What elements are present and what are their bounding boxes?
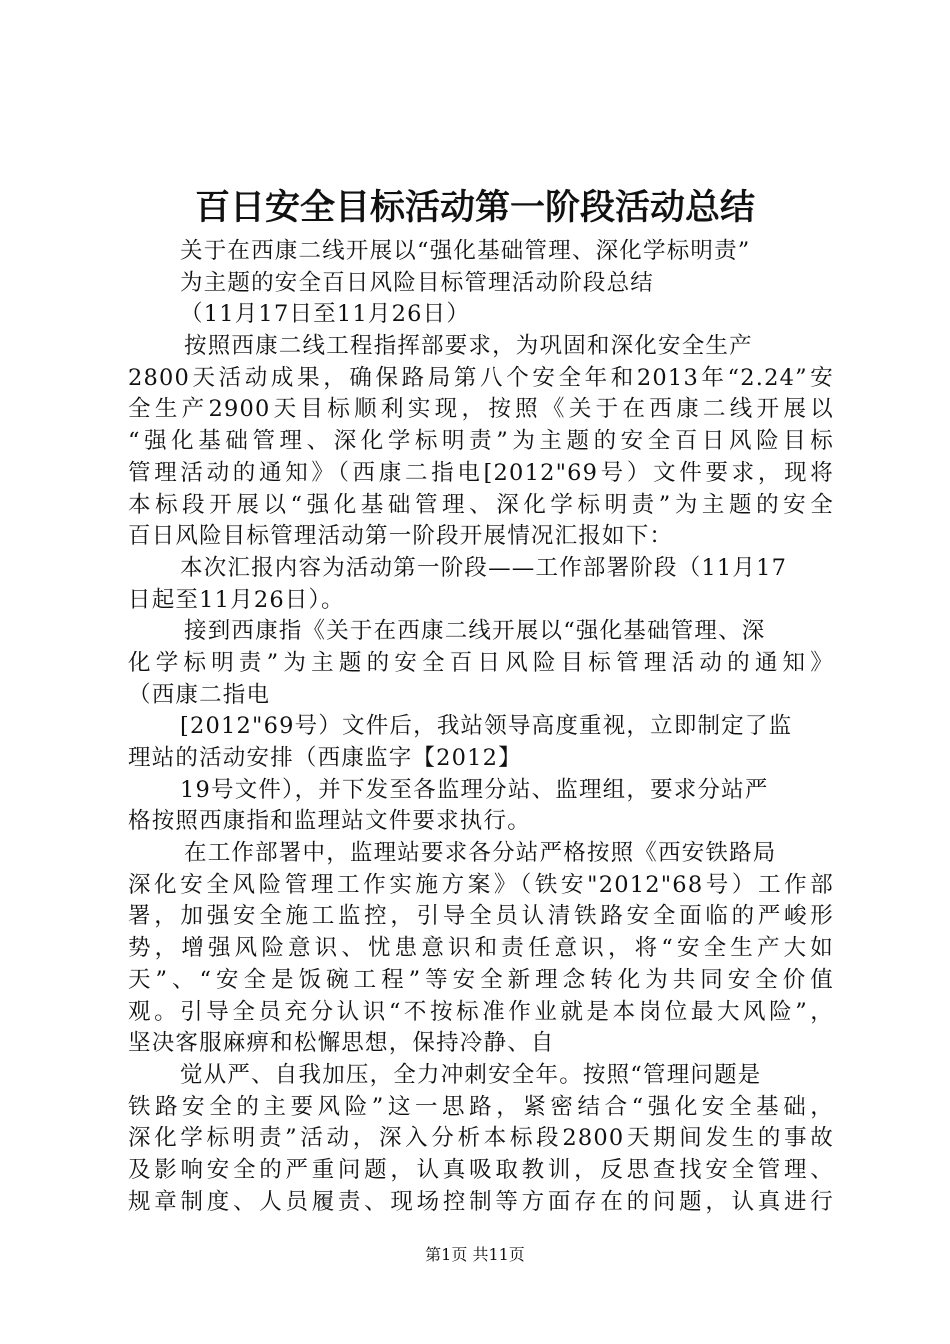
text-line: 及影响安全的严重问题，认真吸取教训，反思查找安全管理、 (128, 1156, 834, 1183)
text-line: 全生产2900天目标顺利实现，按照《关于在西康二线开展以 (128, 396, 834, 423)
text-line: 百日风险目标管理活动第一阶段开展情况汇报如下： (128, 523, 674, 550)
text-line: （西康二指电 (128, 681, 271, 708)
text-line: 日起至11月26日）。 (128, 586, 345, 613)
text-line: 理站的活动安排（西康监字【2012】 (128, 745, 522, 771)
text-line: “强化基础管理、深化学标明责”为主题的安全百日风险目标 (128, 428, 834, 455)
text-line: 2800天活动成果，确保路局第八个安全年和2013年“2.24”安 (128, 364, 834, 391)
text-line: 格按照西康指和监理站文件要求执行。 (128, 808, 531, 835)
text-line: 19号文件），并下发至各监理分站、监理组，要求分站严 (180, 776, 769, 803)
text-line: [2012"69号）文件后，我站领导高度重视，立即制定了监 (180, 713, 793, 740)
text-line: （11月17日至11月26日） (180, 301, 471, 328)
text-line: 管理活动的通知》（西康二指电[2012"69号）文件要求，现将 (128, 459, 834, 486)
document-body (128, 236, 834, 1218)
text-line: 铁路安全的主要风险”这一思路，紧密结合“强化安全基础， (128, 1093, 834, 1120)
text-line: 在工作部署中，监理站要求各分站严格按照《西安铁路局 (184, 840, 777, 867)
text-line: 本标段开展以“强化基础管理、深化学标明责”为主题的安全 (128, 491, 834, 518)
text-line: 势，增强风险意识、忧患意识和责任意识，将“安全生产大如 (128, 935, 834, 962)
text-line: 署，加强安全施工监控，引导全员认清铁路安全面临的严峻形 (128, 903, 834, 930)
text-line: 本次汇报内容为活动第一阶段——工作部署阶段（11月17 (180, 554, 788, 581)
text-line: 观。引导全员充分认识“不按标准作业就是本岗位最大风险”， (128, 998, 834, 1025)
text-line: 接到西康指《关于在西康二线开展以“强化基础管理、深 (184, 618, 766, 645)
text-line: 化学标明责”为主题的安全百日风险目标管理活动的通知》 (128, 649, 834, 676)
text-line: 深化学标明责”活动，深入分析本标段2800天期间发生的事故 (128, 1125, 834, 1152)
text-line: 觉从严、自我加压，全力冲刺安全年。按照“管理问题是 (180, 1061, 762, 1088)
text-line: 按照西康二线工程指挥部要求，为巩固和深化安全生产 (184, 333, 753, 360)
text-line: 关于在西康二线开展以“强化基础管理、深化学标明责” (180, 238, 751, 264)
text-line: 天”、“安全是饭碗工程”等安全新理念转化为共同安全价值 (128, 966, 834, 993)
text-line: 规章制度、人员履责、现场控制等方面存在的问题，认真进行 (128, 1188, 834, 1215)
text-line: 坚决客服麻痹和松懈思想，保持冷静、自 (128, 1030, 555, 1057)
text-line: 深化安全风险管理工作实施方案》（铁安"2012"68号）工作部 (128, 871, 834, 898)
document-title: 百日安全目标活动第一阶段活动总结 (194, 187, 755, 228)
page-number: 第1页 共11页 (425, 1245, 525, 1264)
text-line: 为主题的安全百日风险目标管理活动阶段总结 (180, 269, 655, 296)
